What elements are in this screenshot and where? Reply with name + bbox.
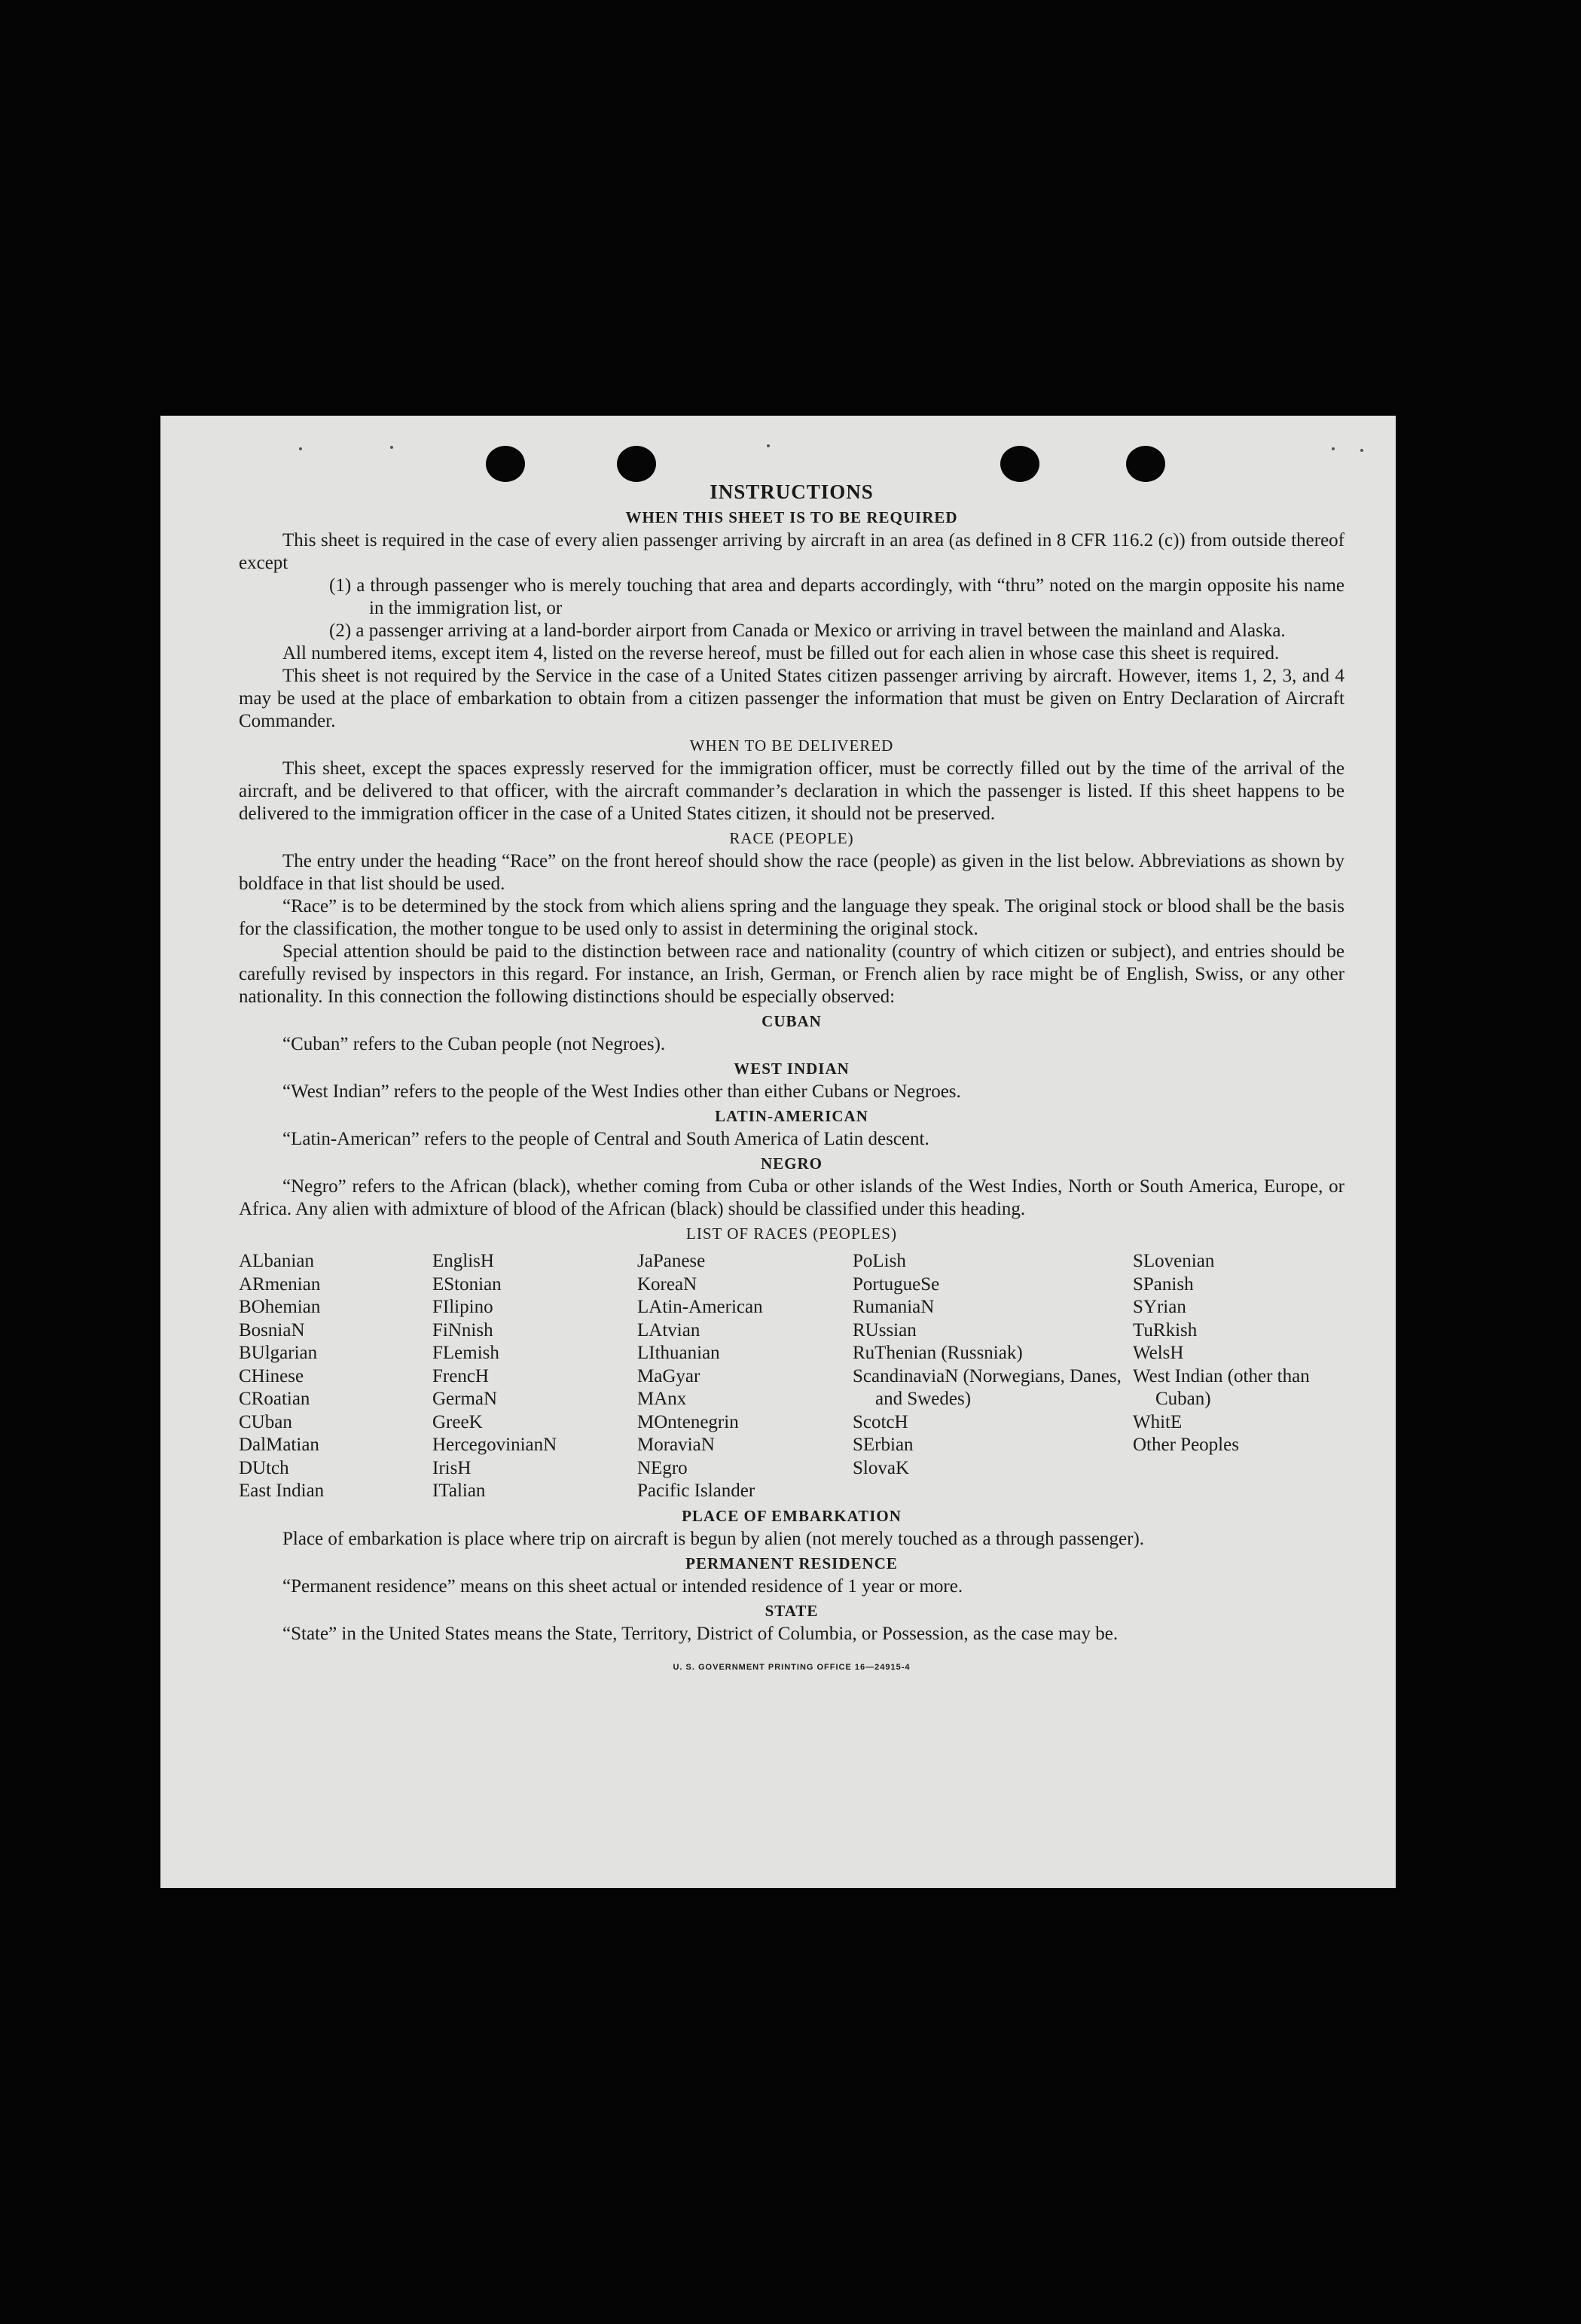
race-entry: FiNnish: [432, 1319, 493, 1340]
race-entry: ScandinaviaN (Norwegians, Danes, and Swedes): [853, 1365, 1122, 1409]
race-entry: ALbanian: [239, 1251, 314, 1271]
section-heading: WHEN TO BE DELIVERED: [689, 737, 894, 755]
race-column: [239, 1250, 432, 1503]
paragraph: “Negro” refers to the African (black), whether coming from Cuba or other islands of the West Indies, North or South America, Europe, or Africa. Any alien with admixture of blood of the African (black) should be classified under this heading.: [239, 1176, 1344, 1219]
race-entry: BUlgarian: [239, 1343, 318, 1363]
race-entry: BOhemian: [239, 1297, 321, 1317]
race-entry: GermaN: [432, 1389, 498, 1409]
punch-hole: [486, 446, 525, 482]
section-heading: CUBAN: [762, 1012, 822, 1030]
race-entry: East Indian: [239, 1481, 325, 1501]
race-entry: TuRkish: [1133, 1319, 1198, 1340]
paragraph: The entry under the heading “Race” on the front hereof should show the race (people) as given in the list below. Abbreviations as shown by boldface in that list should be used.: [239, 851, 1344, 894]
paragraph: All numbered items, except item 4, listed on the reverse hereof, must be filled out for each alien in whose case this sheet is required.: [282, 643, 1280, 663]
race-entry: FIlipino: [432, 1297, 493, 1317]
paragraph: This sheet, except the spaces expressly reserved for the immigration officer, must be correctly filled out by the time of the arrival of the aircraft, and be delivered to that officer, with the aircraft commander’s declaration in which the passenger is listed. If this sheet happens to be delivered to the immigration officer in the case of a United States citizen, it should not be preserved.: [239, 758, 1344, 824]
race-entry: MAnx: [637, 1389, 687, 1409]
punch-hole: [617, 446, 656, 482]
race-entry: SYrian: [1133, 1297, 1186, 1317]
race-entry: BosniaN: [239, 1319, 305, 1340]
race-entry: DalMatian: [239, 1435, 319, 1455]
document-sheet: [160, 416, 1396, 1888]
section-heading: WHEN THIS SHEET IS TO BE REQUIRED: [625, 508, 958, 526]
paragraph: “Permanent residence” means on this sheet actual or intended residence of 1 year or more.: [282, 1575, 963, 1597]
punch-hole: [1000, 446, 1039, 482]
race-entry: ScotcH: [853, 1411, 908, 1432]
paragraph: “Cuban” refers to the Cuban people (not Negroes).: [282, 1034, 666, 1054]
race-entry: Other Peoples: [1133, 1435, 1239, 1455]
race-column: [853, 1250, 1133, 1503]
section-heading: NEGRO: [760, 1154, 823, 1173]
race-entry: PortugueSe: [853, 1273, 940, 1295]
punch-hole: [1126, 446, 1165, 482]
race-entry: LAtvian: [637, 1319, 700, 1340]
race-entry: MoraviaN: [637, 1435, 715, 1455]
paragraph: Place of embarkation is place where trip on aircraft is begun by alien (not merely touched as a through passenger).: [282, 1528, 1145, 1549]
list-item: (2) a passenger arriving at a land-border airport from Canada or Mexico or arriving in travel between the mainland and Alaska.: [329, 621, 1286, 641]
race-entry: FrencH: [432, 1365, 489, 1386]
race-entry: MOntenegrin: [637, 1411, 739, 1432]
race-entry: SlovaK: [853, 1457, 909, 1478]
speck: [1360, 449, 1363, 452]
paragraph: This sheet is not required by the Service in the case of a United States citizen passenger arriving by aircraft. However, items 1, 2, 3, and 4 may be used at the place of embarkation to obtain from a citizen passenger the information that must be given on Entry Declaration of Aircraft Commander.: [239, 666, 1344, 731]
paragraph: Special attention should be paid to the distinction between race and nationality (country of which citizen or subject), and entries should be carefully revised by inspectors in this regard. For instance, an Irish, German, or French alien by race might be of English, Swiss, or any other nationality. In this connection the following distinctions should be especially observed:: [239, 941, 1344, 1007]
race-entry: KoreaN: [637, 1273, 697, 1295]
printer-imprint: U. S. GOVERNMENT PRINTING OFFICE 16—24915-4: [673, 1662, 911, 1672]
race-entry: RuThenian (Russniak): [853, 1343, 1023, 1363]
section-heading: PERMANENT RESIDENCE: [685, 1554, 898, 1572]
race-entry: EStonian: [432, 1273, 502, 1295]
page-title: INSTRUCTIONS: [710, 480, 874, 503]
race-entry: EnglisH: [432, 1251, 494, 1271]
paragraph: This sheet is required in the case of every alien passenger arriving by aircraft in an area (as defined in 8 CFR 116.2 (c)) from outside thereof except: [239, 530, 1344, 573]
race-entry: Pacific Islander: [637, 1481, 755, 1501]
speck: [1332, 447, 1335, 450]
race-entry: SPanish: [1133, 1273, 1194, 1295]
race-entry: NEgro: [637, 1457, 688, 1478]
race-entry: ARmenian: [239, 1273, 321, 1295]
race-entry: GreeK: [432, 1411, 483, 1432]
speck: [299, 447, 302, 450]
race-list: [239, 1250, 1344, 1503]
paragraph: “Race” is to be determined by the stock from which aliens spring and the language they speak. The original stock or blood shall be the basis for the classification, the mother tongue to be used only to assist in determining the original stock.: [239, 896, 1344, 939]
race-entry: DUtch: [239, 1457, 289, 1478]
section-heading: RACE (PEOPLE): [729, 829, 854, 847]
paragraph: “Latin-American” refers to the people of Central and South America of Latin descent.: [282, 1129, 929, 1149]
paragraph: “West Indian” refers to the people of the West Indies other than either Cubans or Negroes.: [282, 1081, 961, 1102]
race-entry: CHinese: [239, 1365, 304, 1386]
speck: [767, 444, 770, 447]
section-heading: PLACE OF EMBARKATION: [682, 1506, 902, 1525]
section-heading: WEST INDIAN: [734, 1060, 850, 1078]
list-item: (1) a through passenger who is merely touching that area and departs accordingly, with “thru” noted on the margin opposite his name in the immigration list, or: [329, 575, 1344, 618]
race-entry: MaGyar: [637, 1365, 700, 1386]
race-entry: ITalian: [432, 1481, 486, 1501]
race-entry: WelsH: [1133, 1343, 1184, 1363]
race-entry: IrisH: [432, 1457, 472, 1478]
race-entry: LAtin-American: [637, 1297, 763, 1317]
race-entry: RUssian: [853, 1319, 917, 1340]
race-entry: JaPanese: [637, 1251, 706, 1271]
race-entry: CRoatian: [239, 1389, 310, 1409]
paragraph: “State” in the United States means the State, Territory, District of Columbia, or Possession, as the case may be.: [282, 1623, 1119, 1644]
race-entry: CUban: [239, 1411, 292, 1432]
race-column: [1133, 1250, 1344, 1503]
race-entry: LIthuanian: [637, 1343, 720, 1363]
race-entry: West Indian (other than Cuban): [1133, 1365, 1310, 1409]
instructions-content: [239, 479, 1344, 1679]
race-entry: FLemish: [432, 1343, 499, 1363]
race-entry: HercegovinianN: [432, 1435, 557, 1455]
race-entry: SErbian: [853, 1435, 914, 1455]
race-entry: SLovenian: [1133, 1251, 1215, 1271]
race-entry: RumaniaN: [853, 1297, 935, 1317]
section-heading: STATE: [765, 1601, 819, 1620]
race-column: [432, 1250, 637, 1503]
race-entry: PoLish: [853, 1251, 906, 1271]
race-column: [637, 1250, 853, 1503]
section-heading: LIST OF RACES (PEOPLES): [686, 1225, 897, 1243]
race-entry: WhitE: [1133, 1411, 1183, 1432]
section-heading: LATIN-AMERICAN: [715, 1107, 868, 1125]
speck: [390, 446, 393, 449]
